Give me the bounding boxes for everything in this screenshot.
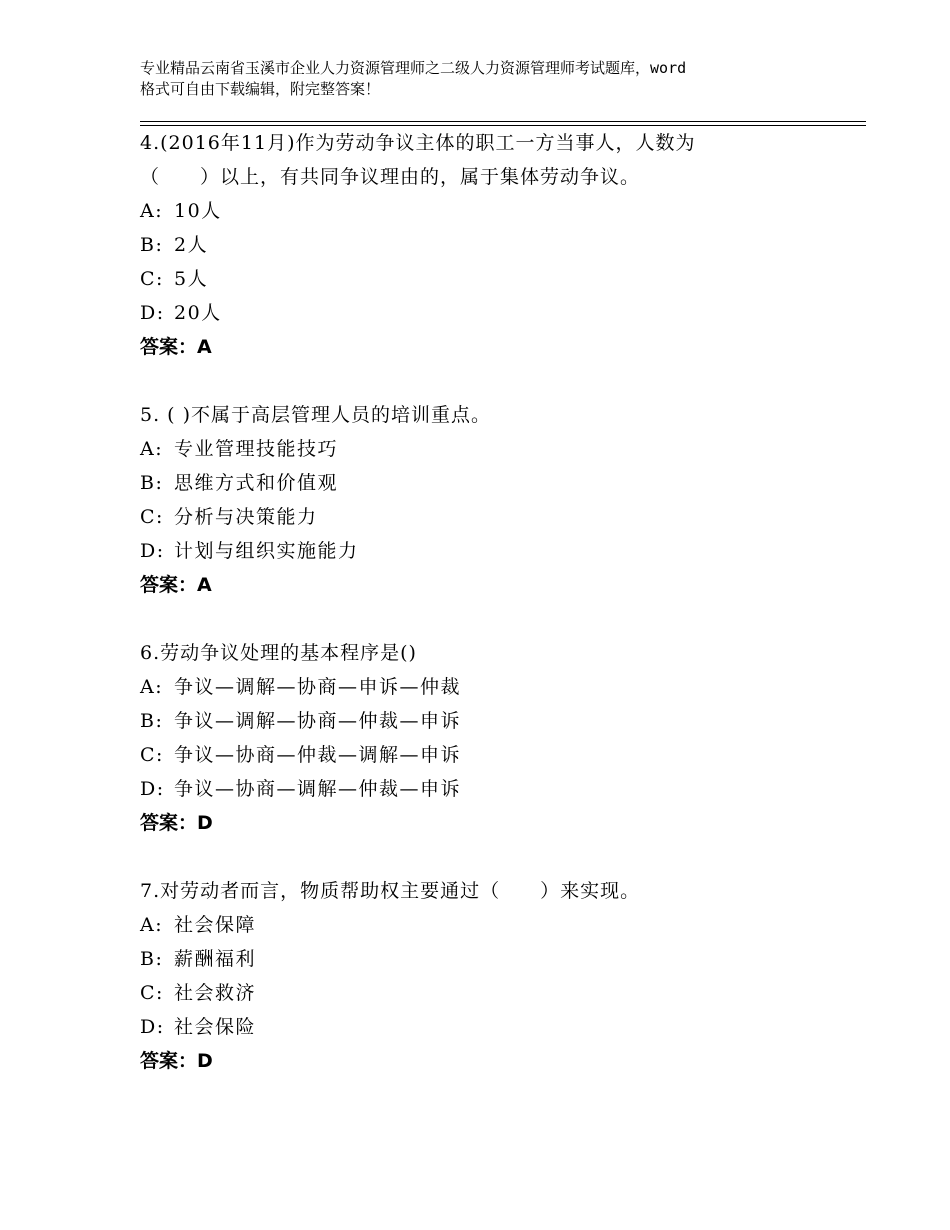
option-d [140, 1010, 860, 1044]
option-text: 专业管理技能技巧 [174, 438, 339, 460]
option-letter: D: [140, 540, 165, 562]
option-text: 争议—协商—调解—仲裁—申诉 [174, 778, 462, 800]
option-letter: B: [140, 234, 164, 256]
option-letter: C: [140, 268, 164, 290]
option-d [140, 296, 860, 330]
option-letter: D: [140, 302, 165, 324]
option-letter: A: [140, 676, 164, 698]
option-text: 薪酬福利 [174, 948, 257, 970]
option-b [140, 942, 860, 976]
option-letter: B: [140, 472, 164, 494]
option-text: 社会救济 [174, 982, 257, 1004]
option-text: 5人 [174, 268, 209, 290]
option-letter: C: [140, 506, 164, 528]
option-letter: A: [140, 914, 164, 936]
option-d [140, 772, 860, 806]
option-text: 争议—协商—仲裁—调解—申诉 [174, 744, 462, 766]
question-5 [140, 398, 860, 602]
option-letter: B: [140, 710, 164, 732]
option-text: 社会保障 [174, 914, 257, 936]
option-text: 争议—调解—协商—申诉—仲裁 [174, 676, 462, 698]
option-a [140, 670, 860, 704]
option-letter: D: [140, 778, 165, 800]
option-letter: A: [140, 438, 164, 460]
option-a [140, 432, 860, 466]
answer-label: 答案：A [140, 574, 212, 596]
answer-label: 答案：D [140, 1050, 213, 1072]
option-a [140, 194, 860, 228]
option-text: 争议—调解—协商—仲裁—申诉 [174, 710, 462, 732]
option-text: 10人 [174, 200, 222, 222]
question-6 [140, 636, 860, 840]
question-stem-continued: （ ）以上，有共同争议理由的，属于集体劳动争议。 [140, 166, 641, 188]
question-stem: 4.(2016年11月)作为劳动争议主体的职工一方当事人，人数为 [140, 132, 696, 154]
option-text: 思维方式和价值观 [174, 472, 339, 494]
option-letter: C: [140, 744, 164, 766]
option-text: 社会保险 [174, 1016, 257, 1038]
option-c [140, 500, 860, 534]
question-4 [140, 126, 860, 364]
question-7 [140, 874, 860, 1078]
document-header [140, 58, 860, 100]
header-line-2: 格式可自由下载编辑，附完整答案！ [140, 80, 381, 98]
option-letter: D: [140, 1016, 165, 1038]
question-stem: 7.对劳动者而言，物质帮助权主要通过（ ）来实现。 [140, 880, 641, 902]
option-a [140, 908, 860, 942]
option-b [140, 704, 860, 738]
question-list [140, 126, 860, 1112]
option-text: 分析与决策能力 [174, 506, 318, 528]
option-c [140, 738, 860, 772]
option-d [140, 534, 860, 568]
option-letter: C: [140, 982, 164, 1004]
question-stem: 6.劳动争议处理的基本程序是() [140, 642, 417, 664]
option-letter: B: [140, 948, 164, 970]
option-b [140, 466, 860, 500]
option-c [140, 976, 860, 1010]
option-c [140, 262, 860, 296]
answer-label: 答案：A [140, 336, 212, 358]
option-text: 20人 [174, 302, 222, 324]
option-b [140, 228, 860, 262]
question-stem: 5. ( )不属于高层管理人员的培训重点。 [140, 404, 492, 426]
header-line-1: 专业精品云南省玉溪市企业人力资源管理师之二级人力资源管理师考试题库，word [140, 59, 687, 77]
answer-label: 答案：D [140, 812, 213, 834]
option-letter: A: [140, 200, 164, 222]
option-text: 计划与组织实施能力 [174, 540, 359, 562]
option-text: 2人 [174, 234, 209, 256]
